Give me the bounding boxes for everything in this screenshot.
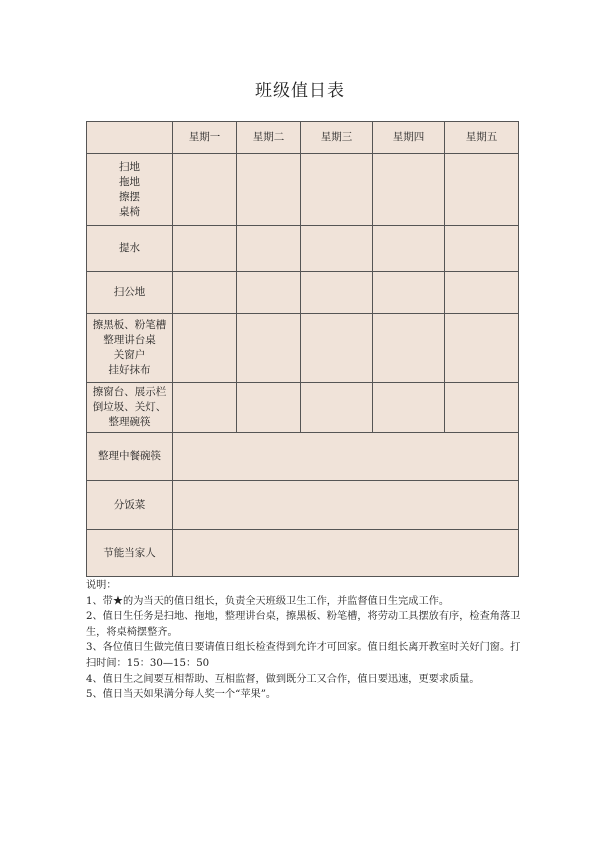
header-row: [87, 122, 519, 154]
note-item: 2、值日生任务是扫地、拖地，整理讲台桌，擦黑板、粉笔槽，将劳动工具摆放有序，检查角落卫生，将桌椅摆整齐。: [86, 611, 521, 638]
duty-cell[interactable]: [301, 314, 373, 383]
table-row: [87, 481, 519, 530]
notes-section: [86, 578, 526, 703]
task-label: 提水: [87, 226, 173, 272]
note-item: 4、值日生之间要互相帮助、互相监督，做到既分工又合作，值日要迅速，更要求质量。: [86, 673, 480, 685]
weekday-header: 星期一: [173, 122, 237, 154]
duty-cell[interactable]: [173, 272, 237, 314]
duty-cell[interactable]: [373, 314, 445, 383]
weekday-header: 星期三: [301, 122, 373, 154]
task-label: 扫地 拖地 擦摆 桌椅: [87, 154, 173, 226]
task-label: 整理中餐碗筷: [87, 433, 173, 481]
duty-cell[interactable]: [445, 154, 519, 226]
page-title: 班级值日表: [255, 81, 345, 101]
duty-cell[interactable]: [173, 226, 237, 272]
duty-cell[interactable]: [373, 383, 445, 433]
notes-heading: 说明：: [86, 580, 117, 591]
note-item: 1、带★的为当天的值日组长，负责全天班级卫生工作，并监督值日生完成工作。: [86, 595, 450, 607]
duty-cell[interactable]: [173, 314, 237, 383]
duty-cell[interactable]: [237, 272, 301, 314]
duty-cell[interactable]: [445, 383, 519, 433]
duty-cell[interactable]: [445, 272, 519, 314]
duty-cell[interactable]: [301, 154, 373, 226]
duty-cell[interactable]: [237, 154, 301, 226]
task-label: 擦窗台、展示栏 倒垃圾、关灯、 整理碗筷: [87, 383, 173, 433]
duty-cell[interactable]: [373, 154, 445, 226]
duty-cell[interactable]: [445, 314, 519, 383]
table-row: [87, 530, 519, 577]
weekday-header: 星期五: [445, 122, 519, 154]
duty-cell[interactable]: [373, 272, 445, 314]
duty-cell[interactable]: [173, 154, 237, 226]
task-label: 擦黑板、粉笔槽 整理讲台桌 关窗户 挂好抹布: [87, 314, 173, 383]
duty-cell[interactable]: [173, 383, 237, 433]
table-row: [87, 314, 519, 383]
duty-cell[interactable]: [301, 272, 373, 314]
task-label: 节能当家人: [87, 530, 173, 577]
table-row: [87, 226, 519, 272]
task-label: 扫公地: [87, 272, 173, 314]
merged-duty-cell[interactable]: [173, 530, 519, 577]
duty-cell[interactable]: [301, 383, 373, 433]
note-item: 3、各位值日生做完值日要请值日组长检查得到允许才可回家。值日组长离开教室时关好门窗。打扫时间：15：30—15：50: [86, 642, 521, 669]
table-row: [87, 383, 519, 433]
weekday-header: 星期四: [373, 122, 445, 154]
corner-cell: [87, 122, 173, 154]
duty-cell[interactable]: [445, 226, 519, 272]
duty-cell[interactable]: [373, 226, 445, 272]
table-row: [87, 154, 519, 226]
merged-duty-cell[interactable]: [173, 481, 519, 530]
weekday-header: 星期二: [237, 122, 301, 154]
duty-cell[interactable]: [237, 314, 301, 383]
merged-duty-cell[interactable]: [173, 433, 519, 481]
task-label: 分饭菜: [87, 481, 173, 530]
table-row: [87, 433, 519, 481]
duty-roster-table: [86, 121, 519, 577]
duty-cell[interactable]: [237, 226, 301, 272]
duty-cell[interactable]: [301, 226, 373, 272]
table-row: [87, 272, 519, 314]
note-item: 5、值日当天如果满分每人奖一个“苹果”。: [86, 689, 277, 701]
duty-cell[interactable]: [237, 383, 301, 433]
